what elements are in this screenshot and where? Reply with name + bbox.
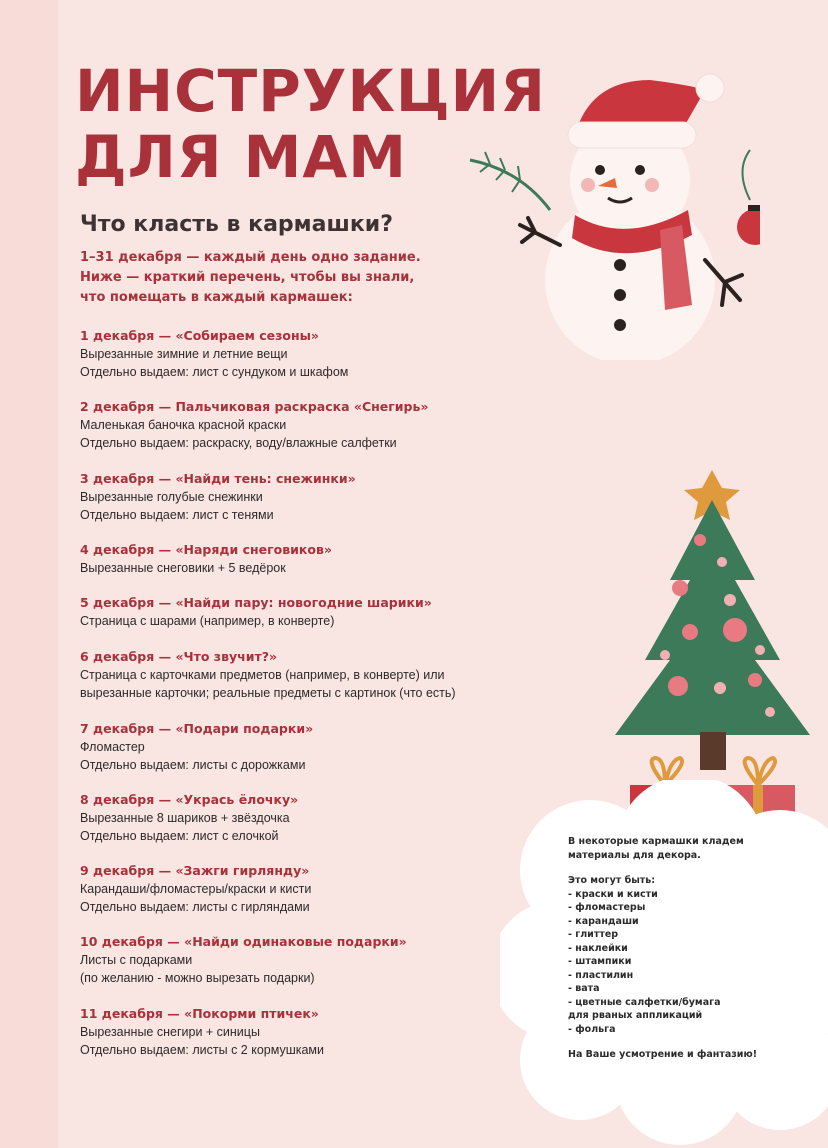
note-list-item: - карандаши	[568, 915, 639, 927]
note-list-item: - цветные салфетки/бумага	[568, 996, 721, 1008]
day-title: 5 декабря — «Найди пару: новогодние шарики»	[80, 595, 432, 610]
materials-note	[568, 835, 808, 1062]
tree-ornament	[672, 580, 688, 596]
note-line: материалы для декора.	[568, 849, 701, 861]
note-list-title: Это могут быть:	[568, 875, 656, 886]
ornament-ball-icon	[737, 209, 760, 245]
tree-ornament	[765, 707, 775, 717]
day-title: 3 декабря — «Найди тень: снежинки»	[80, 471, 356, 486]
day-title: 6 декабря — «Что звучит?»	[80, 649, 278, 664]
day-title: 10 декабря — «Найди одинаковые подарки»	[80, 934, 407, 949]
note-list-item: - вата	[568, 983, 600, 994]
day-line: Страница с шарами (например, в конверте)	[80, 614, 335, 628]
tree-body	[615, 500, 810, 735]
day-line: Страница с карточками предметов (например, в конверте) или	[80, 668, 445, 682]
day-line: Вырезанные снеговики + 5 ведёрок	[80, 561, 286, 575]
note-closing: На Ваше усмотрение и фантазию!	[568, 1049, 758, 1060]
intro-line: что помещать в каждый кармашек:	[80, 290, 353, 305]
day-line: Отдельно выдаем: лист с тенями	[80, 508, 274, 522]
tree-ornament	[748, 673, 762, 687]
day-line: вырезанные карточки; реальные предметы с картинок (что есть)	[80, 686, 456, 700]
day-title: 7 декабря — «Подари подарки»	[80, 721, 314, 736]
day-line: (по желанию - можно вырезать подарки)	[80, 971, 315, 985]
note-list-item: - пластилин	[568, 969, 634, 981]
ornament-cap	[748, 205, 760, 211]
day-line: Отдельно выдаем: листы с дорожками	[80, 758, 306, 772]
note-list-item: - глиттер	[568, 929, 619, 940]
day-line: Отдельно выдаем: листы с гирляндами	[80, 900, 310, 914]
tree-ornament	[714, 682, 726, 694]
note-list-item: - штампики	[568, 956, 632, 967]
tree-ornament	[668, 676, 688, 696]
tree-ornament	[717, 557, 727, 567]
day-item-2	[80, 398, 600, 452]
tree-ornament	[723, 618, 747, 642]
button-dot	[614, 289, 626, 301]
snowman-illustration	[460, 60, 760, 360]
note-list-item: - наклейки	[568, 942, 628, 954]
note-list-item: для рваных аппликаций	[568, 1010, 703, 1021]
hat-pompom	[696, 74, 724, 102]
note-list-item: - фломастеры	[568, 902, 646, 913]
day-line: Маленькая баночка красной краски	[80, 418, 287, 432]
day-title: 8 декабря — «Укрась ёлочку»	[80, 792, 299, 807]
day-line: Листы с подарками	[80, 953, 193, 967]
cheek	[645, 178, 659, 192]
fir-branch-icon	[470, 160, 550, 210]
day-line: Вырезанные голубые снежинки	[80, 490, 263, 504]
day-title: 1 декабря — «Собираем сезоны»	[80, 328, 319, 343]
tree-ornament	[724, 594, 736, 606]
day-title: 11 декабря — «Покорми птичек»	[80, 1006, 319, 1021]
intro-text	[80, 248, 480, 308]
note-list-item: - фольга	[568, 1023, 616, 1035]
day-line: Карандаши/фломастеры/краски и кисти	[80, 882, 312, 896]
title-line-2: ДЛЯ МАМ	[75, 123, 408, 191]
day-line: Отдельно выдаем: лист с сундуком и шкафом	[80, 365, 349, 379]
day-item-7	[80, 720, 600, 774]
day-line: Отдельно выдаем: раскраску, воду/влажные салфетки	[80, 436, 397, 450]
christmas-tree-illustration	[610, 440, 820, 830]
tree-ornament	[660, 650, 670, 660]
left-arm	[520, 218, 560, 245]
eye-icon	[595, 165, 605, 175]
day-item-5	[80, 594, 600, 630]
ornament-string	[743, 150, 751, 200]
tree-ornament	[755, 645, 765, 655]
day-line: Вырезанные 8 шариков + звёздочка	[80, 811, 290, 825]
page-subtitle: Что класть в кармашки?	[80, 212, 393, 237]
day-line: Вырезанные снегири + синицы	[80, 1025, 260, 1039]
intro-line: Ниже — краткий перечень, чтобы вы знали,	[80, 270, 415, 285]
note-list-item: - краски и кисти	[568, 888, 658, 900]
day-title: 4 декабря — «Наряди снеговиков»	[80, 542, 332, 557]
day-line: Вырезанные зимние и летние вещи	[80, 347, 288, 361]
day-item-4	[80, 541, 600, 577]
tree-ornament	[682, 624, 698, 640]
day-title: 2 декабря — Пальчиковая раскраска «Снегирь»	[80, 399, 429, 414]
button-dot	[614, 319, 626, 331]
day-line: Отдельно выдаем: лист с елочкой	[80, 829, 279, 843]
day-line: Фломастер	[80, 740, 145, 754]
tree-ornament	[694, 534, 706, 546]
title-line-1: ИНСТРУКЦИЯ	[75, 57, 546, 125]
cheek	[581, 178, 595, 192]
day-title: 9 декабря — «Зажги гирлянду»	[80, 863, 310, 878]
day-line: Отдельно выдаем: листы с 2 кормушками	[80, 1043, 325, 1057]
button-dot	[614, 259, 626, 271]
day-item-3	[80, 470, 600, 524]
fir-needles	[480, 152, 520, 192]
hat-brim	[568, 122, 696, 148]
tree-trunk	[700, 732, 726, 770]
eye-icon	[635, 165, 645, 175]
day-item-6	[80, 648, 600, 702]
note-line: В некоторые кармашки кладем	[568, 836, 744, 847]
intro-line: 1–31 декабря — каждый день одно задание.	[80, 250, 421, 265]
